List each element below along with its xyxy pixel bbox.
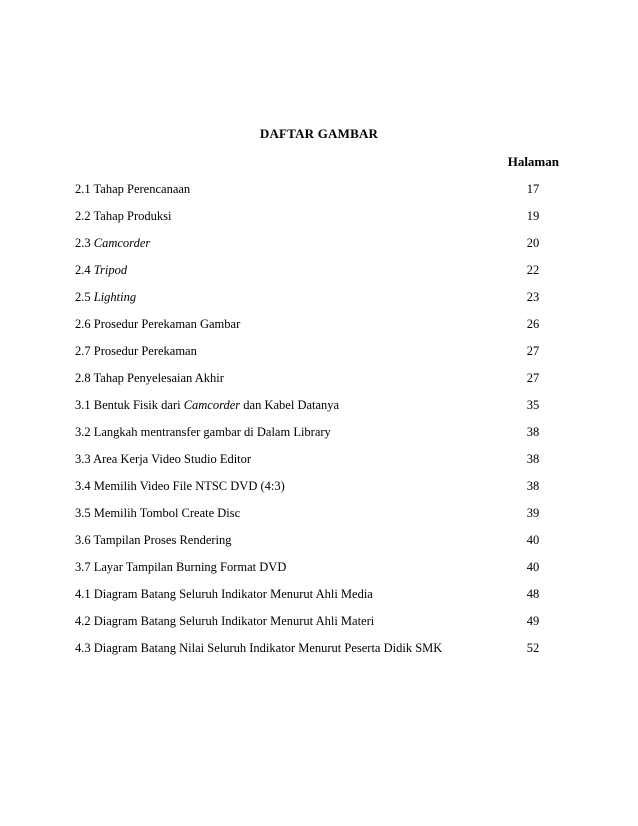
figure-number: 4.1 [75,587,91,601]
page-column-header: Halaman [507,154,559,169]
figure-page-number: 26 [526,317,540,331]
figure-list-item [75,586,560,613]
figure-caption [75,370,224,386]
figure-number: 2.3 [75,236,91,250]
figure-list-item [75,262,560,289]
figure-number: 3.7 [75,560,91,574]
figure-list [75,181,560,667]
figure-number: 3.1 [75,398,91,412]
figure-list-item [75,208,560,235]
figure-caption [75,478,285,494]
figure-list-item [75,559,560,586]
figure-caption-text: dan Kabel Datanya [240,398,340,412]
figure-caption [75,613,374,629]
figure-page-number: 23 [526,290,540,304]
figure-caption-text: Prosedur Perekaman Gambar [93,317,241,331]
figure-caption-text: Bentuk Fisik dari [93,398,184,412]
figure-page-number: 38 [526,479,540,493]
figure-page-number: 40 [526,560,540,574]
figure-list-item [75,451,560,478]
figure-number: 2.1 [75,182,91,196]
figure-page-number: 27 [526,344,540,358]
figure-caption [75,397,339,413]
figure-number: 4.2 [75,614,91,628]
figure-caption [75,235,150,251]
figure-number: 2.5 [75,290,91,304]
figure-list-item [75,505,560,532]
figure-caption [75,586,373,602]
figure-caption [75,181,190,197]
figure-list-item [75,424,560,451]
figure-list-item [75,370,560,397]
figure-caption-text: Langkah mentransfer gambar di Dalam Library [93,425,331,439]
figure-page-number: 27 [526,371,540,385]
figure-caption-text: Diagram Batang Seluruh Indikator Menurut Ahli Materi [93,614,375,628]
figure-number: 4.3 [75,641,91,655]
figure-page-number: 38 [526,452,540,466]
figure-caption-text: Tahap Perencanaan [93,182,191,196]
figure-caption-text: Camcorder [183,398,241,412]
figure-page-number: 38 [526,425,540,439]
figure-caption-text: Prosedur Perekaman [93,344,197,358]
figure-caption-text: Diagram Batang Seluruh Indikator Menurut Ahli Media [93,587,373,601]
figure-number: 3.6 [75,533,91,547]
figure-page-number: 22 [526,263,540,277]
figure-caption-text: Memilih Tombol Create Disc [93,506,241,520]
figure-list-item [75,316,560,343]
figure-number: 3.2 [75,425,91,439]
figure-page-number: 48 [526,587,540,601]
figure-list-item [75,397,560,424]
figure-caption-text: Lighting [93,290,137,304]
figure-caption [75,289,136,305]
figure-caption [75,316,240,332]
figure-caption [75,532,232,548]
figure-page-number: 40 [526,533,540,547]
figure-list-item [75,289,560,316]
figure-caption-text: Tripod [93,263,128,277]
figure-page-number: 49 [526,614,540,628]
figure-list-item [75,181,560,208]
figure-page-number: 17 [526,182,540,196]
page-title: DAFTAR GAMBAR [259,126,379,141]
figure-list-item [75,640,560,667]
figure-caption [75,640,442,656]
figure-number: 2.4 [75,263,91,277]
figure-caption [75,559,286,575]
figure-caption [75,451,251,467]
figure-number: 3.5 [75,506,91,520]
figure-number: 2.6 [75,317,91,331]
figure-number: 3.4 [75,479,91,493]
figure-caption [75,262,127,278]
figure-caption-text: Tahap Penyelesaian Akhir [93,371,224,385]
figure-page-number: 39 [526,506,540,520]
figure-page-number: 19 [526,209,540,223]
figure-caption-text: Diagram Batang Nilai Seluruh Indikator Menurut Peserta Didik SMK [93,641,443,655]
figure-caption [75,505,240,521]
figure-number: 2.2 [75,209,91,223]
figure-number: 2.8 [75,371,91,385]
figure-list-item [75,613,560,640]
figure-caption-text: Memilih Video File NTSC DVD (4:3) [93,479,285,493]
figure-list-item [75,235,560,262]
figure-page-number: 52 [526,641,540,655]
figure-caption-text: Layar Tampilan Burning Format DVD [93,560,287,574]
figure-caption [75,343,197,359]
figure-list-item [75,532,560,559]
figure-caption [75,208,171,224]
figure-number: 2.7 [75,344,91,358]
figure-page-number: 20 [526,236,540,250]
figure-page-number: 35 [526,398,540,412]
figure-caption-text: Area Kerja Video Studio Editor [93,452,252,466]
figure-list-item [75,343,560,370]
figure-caption-text: Tahap Produksi [93,209,172,223]
figure-list-item [75,478,560,505]
figure-caption [75,424,331,440]
figure-number: 3.3 [75,452,91,466]
figure-caption-text: Camcorder [93,236,151,250]
figure-caption-text: Tampilan Proses Rendering [93,533,232,547]
